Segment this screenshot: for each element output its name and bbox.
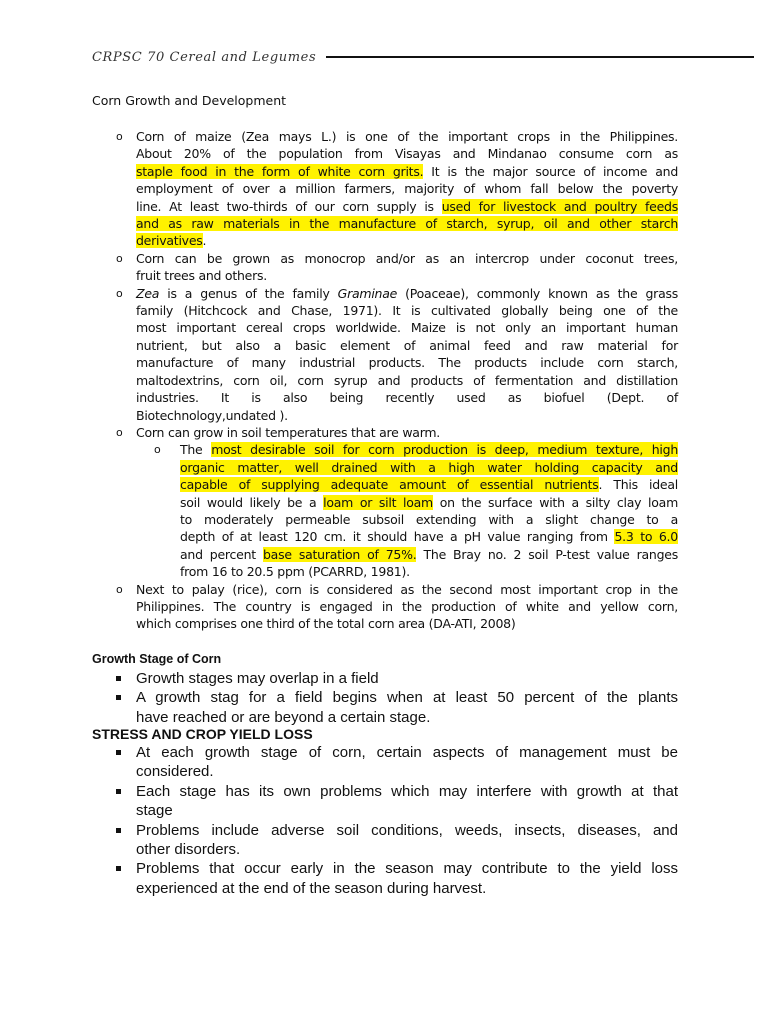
text-line — [180, 476, 678, 493]
text-line: o Next to palay (rice), corn is considered as the second most important crop in the — [136, 581, 678, 597]
text-line: to moderately permeable subsoil extending with a slight change to a — [180, 511, 678, 527]
highlight: capable of supplying adequate amount of essential nutrients — [180, 477, 599, 493]
stress-yield-section — [92, 726, 692, 898]
text-line: from 16 to 20.5 ppm (PCARRD, 1981). — [180, 564, 410, 580]
text-line: maltodextrins, corn oil, corn syrup and products of fermentation and distillation — [136, 372, 678, 388]
header-rule — [326, 56, 754, 58]
text-line — [136, 215, 678, 232]
text-span: soil would likely be a — [180, 494, 324, 510]
text-line — [180, 441, 678, 458]
text-line — [180, 528, 678, 545]
list-item — [92, 859, 678, 898]
text-line: Each stage has its own problems which may interfere with growth at that — [136, 782, 678, 800]
text-line: Problems include adverse soil conditions, weeds, insects, diseases, and — [136, 821, 678, 839]
text-line: manufacture of many industrial products. The products include corn starch, — [136, 355, 678, 371]
text-span: and percent — [180, 546, 263, 562]
text-line: have reached or are beyond a certain stage. — [136, 708, 431, 726]
growth-stage-section — [92, 652, 692, 727]
list-item — [116, 128, 678, 250]
highlight: 5.3 to 6.0 — [614, 529, 678, 545]
highlight: most desirable soil for corn production is deep, medium texture, high — [211, 442, 678, 458]
text-span: . This ideal — [598, 477, 679, 493]
growth-stage-list — [92, 669, 692, 727]
text-line: Biotechnology,undated ). — [136, 407, 288, 423]
text-span: . — [202, 233, 207, 249]
text-line: nutrient, but also a basic element of animal feed and raw material for — [136, 337, 678, 353]
text-span: line. At least two-thirds of our corn supply is — [136, 198, 442, 214]
text-line — [180, 459, 678, 476]
text-line: o Corn can grow in soil temperatures that are warm. — [136, 424, 441, 440]
text-line — [136, 163, 678, 180]
list-item — [116, 250, 678, 285]
text-line: Philippines. The country is engaged in the production of white and yellow corn, — [136, 598, 678, 614]
text-line: experienced at the end of the season during harvest. — [136, 879, 487, 897]
highlight: derivatives — [136, 233, 203, 249]
highlight: base saturation of 75%. — [262, 546, 417, 562]
genus-name: Zea — [136, 285, 160, 301]
text-line: family (Hitchcock and Chase, 1971). It is cultivated globally being one of the — [136, 303, 678, 319]
text-line: About 20% of the population from Visayas and Mindanao consume corn as — [136, 146, 678, 162]
highlight: used for livestock and poultry feeds — [441, 198, 679, 214]
list-item — [116, 285, 678, 424]
corn-intro-list — [116, 128, 678, 633]
text-line: employment of over a million farmers, majority of whom fall below the poverty — [136, 181, 678, 197]
text-line: which comprises one third of the total corn area (DA-ATI, 2008) — [136, 616, 516, 632]
text-line: o Corn of maize (Zea mays L.) is one of the important crops in the Philippines. — [136, 129, 678, 144]
text-line: At each growth stage of corn, certain aspects of management must be — [136, 744, 678, 761]
list-item — [116, 424, 678, 581]
highlight: organic matter, well drained with a high water holding capacity and — [180, 459, 678, 475]
text-span: is a genus of the family — [159, 285, 338, 301]
text-line: Problems that occur early in the season may contribute to the yield loss — [136, 860, 678, 878]
section-heading: Growth Stage of Corn — [92, 652, 222, 666]
sublist-item — [154, 441, 678, 580]
section-heading: STRESS AND CROP YIELD LOSS — [92, 726, 313, 742]
text-span: It is the major source of income and — [423, 163, 678, 179]
text-line: o Corn can be grown as monocrop and/or as an intercrop under coconut trees, — [136, 250, 678, 266]
text-line: A growth stag for a field begins when at least 50 percent of the plants — [136, 689, 678, 707]
highlight: and as raw materials in the manufacture of starch, syrup, oil and other starch — [136, 216, 678, 232]
list-item — [92, 821, 678, 860]
text-line — [136, 232, 678, 249]
text-line: most important cereal crops worldwide. Maize is not only an important human — [136, 320, 678, 336]
text-span: depth of at least 120 cm. it should have a pH value ranging from — [180, 529, 615, 545]
text-line — [136, 285, 678, 302]
list-item — [92, 669, 678, 688]
document-title: Corn Growth and Development — [92, 93, 287, 108]
text-line: other disorders. — [136, 841, 241, 859]
family-name: Graminae — [337, 285, 398, 301]
stress-list — [92, 743, 692, 898]
highlight: staple food in the form of white corn grits. — [136, 163, 424, 179]
text-span: The — [180, 442, 212, 458]
text-span: on the surface with a silty clay loam — [432, 494, 679, 510]
header-title: CRPSC 70 Cereal and Legumes — [92, 49, 317, 65]
list-item — [92, 782, 678, 821]
text-line: fruit trees and others. — [136, 268, 267, 284]
text-line: considered. — [136, 763, 214, 781]
text-span: (Poaceae), commonly known as the grass — [397, 285, 678, 301]
list-item — [92, 743, 678, 782]
text-line — [180, 494, 678, 511]
soil-sublist — [136, 441, 678, 580]
text-line: industries. It is also being recently used as biofuel (Dept. of — [136, 390, 678, 406]
list-item — [92, 688, 678, 727]
text-span: The Bray no. 2 soil P-test value ranges — [416, 546, 678, 562]
text-line — [136, 198, 678, 215]
text-line: Growth stages may overlap in a field — [136, 670, 379, 687]
page-header — [92, 47, 754, 67]
text-line: stage — [136, 802, 173, 820]
highlight: loam or silt loam — [323, 494, 433, 510]
list-item — [116, 581, 678, 633]
text-line — [180, 546, 678, 563]
